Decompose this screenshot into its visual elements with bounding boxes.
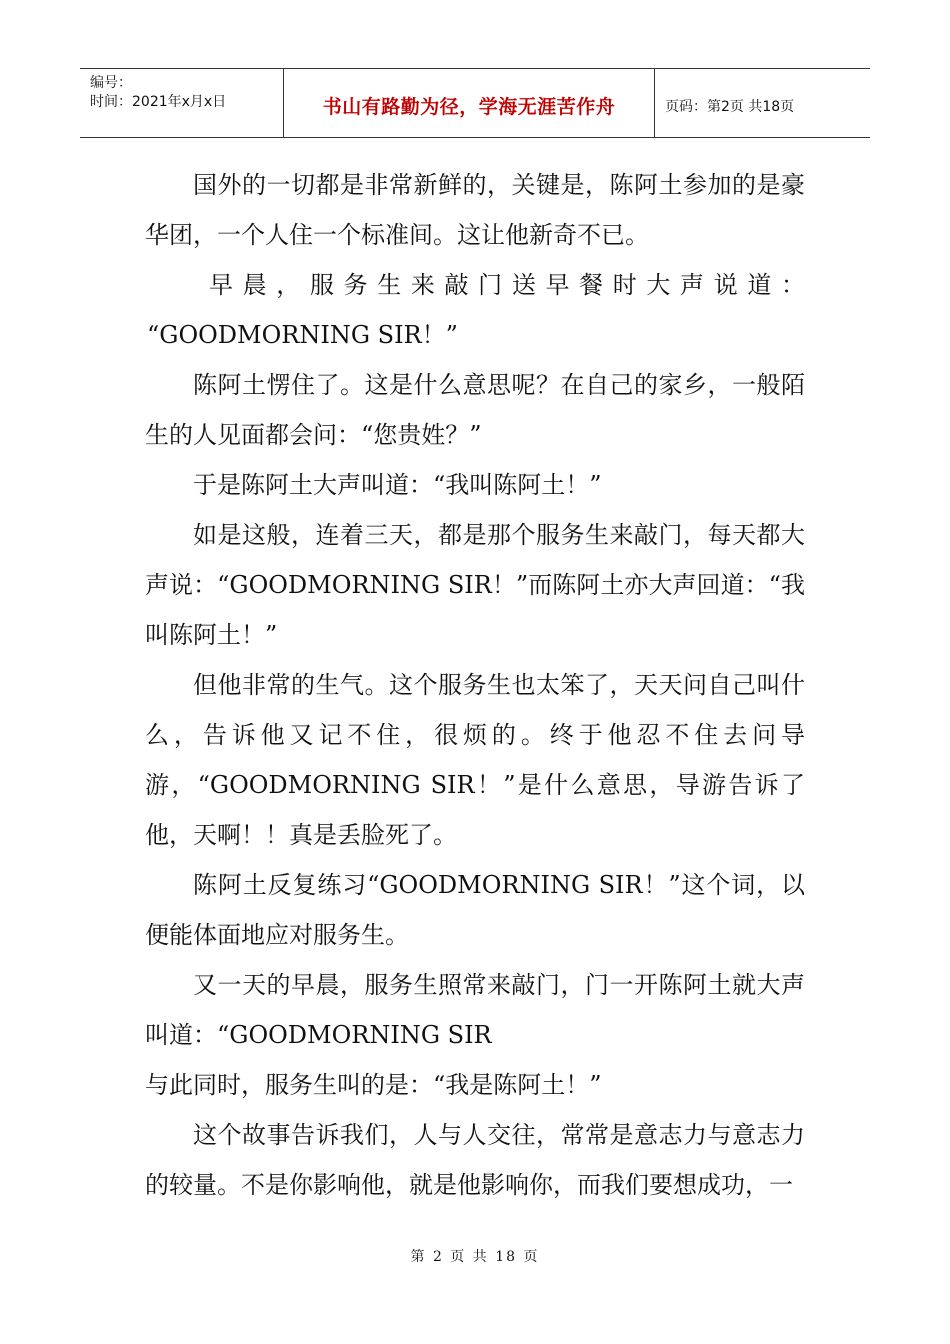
document-number-label: 编号： (90, 75, 132, 91)
paragraph: 于是陈阿土大声叫道：“我叫陈阿土！” (193, 471, 602, 499)
document-date-label: 时间：2021年x月x日 (90, 94, 227, 110)
paragraph: 这个故事告诉我们，人与人交往，常常是意志力与意志力的较量。不是你影响他，就是他影响你，而我们要想成功，一 (145, 1121, 805, 1199)
paragraph: 早晨，服务生来敲门送早餐时大声说道： (209, 271, 805, 299)
paragraph: 又一天的早晨，服务生照常来敲门，门一开陈阿土就大声叫道：“GOODMORNING SIR (145, 971, 805, 1049)
page-footer: 第 2 页 共 18 页 (410, 1249, 540, 1265)
document-body (145, 160, 805, 1210)
paragraph: 与此同时，服务生叫的是：“我是陈阿土！” (145, 1071, 602, 1099)
page-header (80, 68, 870, 138)
header-motto: 书山有路勤为径，学海无涯苦作舟 (322, 96, 616, 118)
paragraph: 但他非常的生气。这个服务生也太笨了，天天问自己叫什么，告诉他又记不住，很烦的。终于他忍不住去问导游，“GOODMORNING SIR！”是什么意思，导游告诉了他，天啊！！真是丢脸死了。 (145, 671, 805, 849)
header-motto-cell (283, 69, 655, 137)
paragraph: “GOODMORNING SIR！” (147, 321, 458, 349)
paragraph: 国外的一切都是非常新鲜的，关键是，陈阿土参加的是豪华团，一个人住一个标准间。这让他新奇不已。 (145, 171, 805, 249)
paragraph: 陈阿土反复练习“GOODMORNING SIR！”这个词，以便能体面地应对服务生。 (145, 871, 805, 949)
paragraph: 陈阿土愣住了。这是什么意思呢？在自己的家乡，一般陌生的人见面都会问：“您贵姓？” (145, 371, 805, 449)
header-meta-cell (80, 69, 283, 137)
header-page-cell (655, 69, 870, 137)
header-page-info: 页码：第2页 共18页 (665, 99, 795, 115)
paragraph: 如是这般，连着三天，都是那个服务生来敲门，每天都大声说：“GOODMORNING SIR！”而陈阿土亦大声回道：“我叫陈阿土！” (145, 521, 805, 649)
